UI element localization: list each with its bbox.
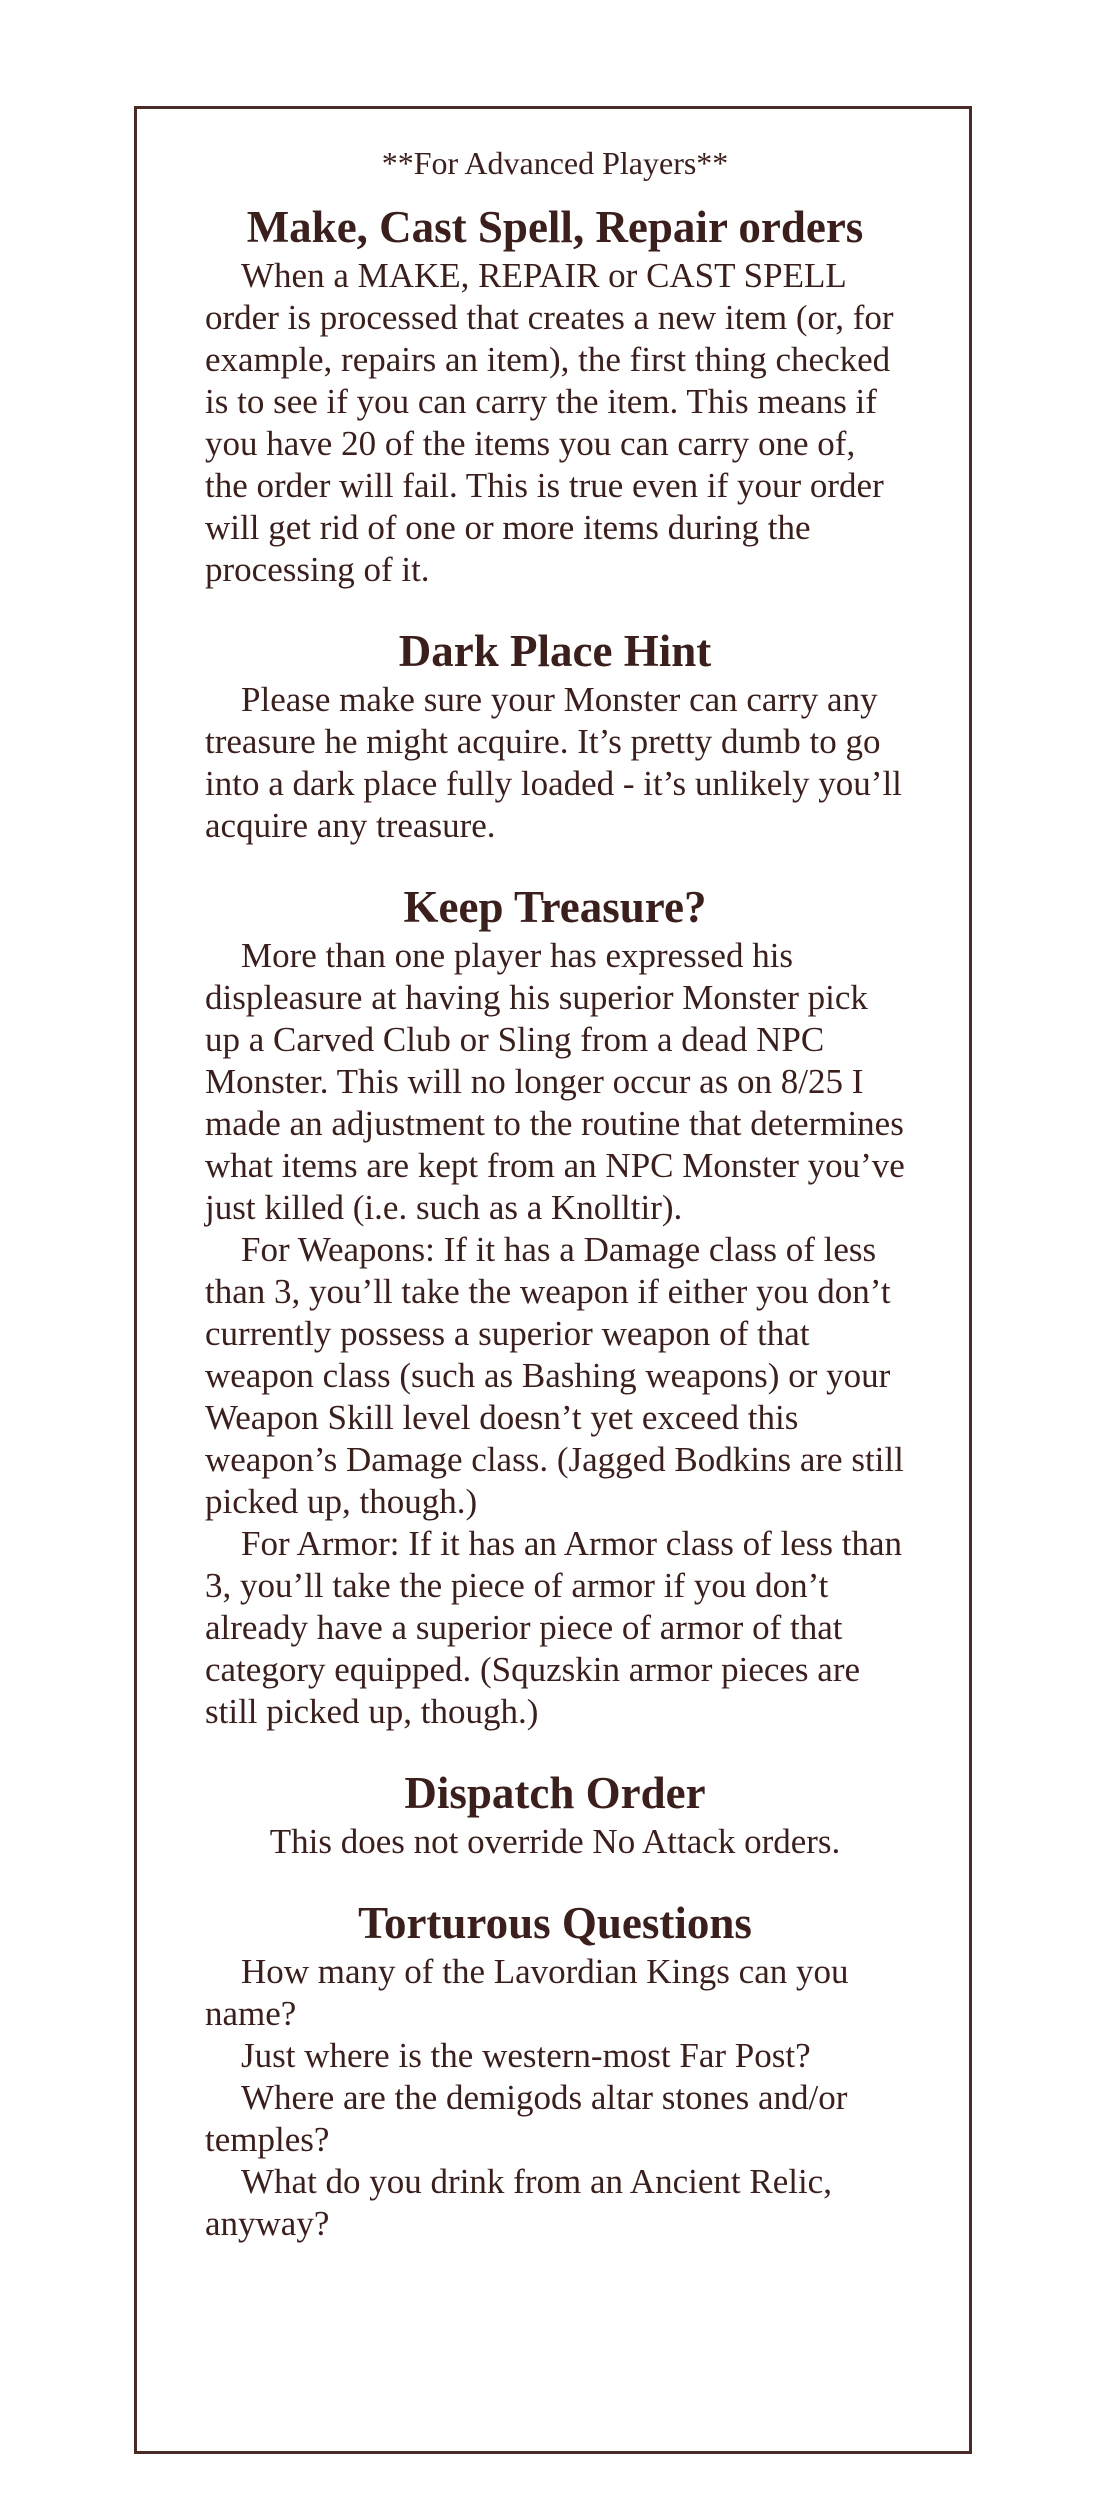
section-paragraph: Please make sure your Monster can carry any treasure he might acquire. It’s pretty dumb to go into a dark place fully loaded - it’s unlikely you’ll acquire any treasure.	[205, 680, 902, 845]
section-title: Dark Place Hint	[398, 626, 712, 676]
section-title: Torturous Questions	[358, 1898, 752, 1948]
section-keep-treasure	[205, 881, 905, 1733]
section-title: Keep Treasure?	[403, 882, 707, 932]
section-paragraph: When a MAKE, REPAIR or CAST SPELL order is processed that creates a new item (or, for example, repairs an item), the first thing checked is to see if you can carry the item. This means if you have 20 of the items you can carry one of, the order will fail. This is true even if your order will get rid of one or more items during the processing of it.	[205, 256, 894, 589]
section-dark-place-hint	[205, 625, 905, 847]
question-item: Just where is the western-most Far Post?	[241, 2036, 811, 2075]
banner-advanced-players: **For Advanced Players**	[381, 145, 729, 181]
section-make-cast-repair	[205, 201, 905, 591]
page-content	[205, 143, 905, 2245]
section-title: Make, Cast Spell, Repair orders	[246, 202, 864, 252]
section-paragraph: More than one player has expressed his displeasure at having his superior Monster pick up a Carved Club or Sling from a dead NPC Monster. This will no longer occur as on 8/25 I made an adjustment to the routine that determines what items are kept from an NPC Monster you’ve just killed (i.e. such as a Knolltir).	[205, 936, 905, 1227]
section-dispatch-order	[205, 1767, 905, 1863]
question-item: How many of the Lavordian Kings can you name?	[205, 1952, 849, 2033]
section-paragraph: For Weapons: If it has a Damage class of less than 3, you’ll take the weapon if either you don’t currently possess a superior weapon of that weapon class (such as Bashing weapons) or your Weapon Skill level doesn’t yet exceed this weapon’s Damage class. (Jagged Bodkins are still picked up, though.)	[205, 1230, 904, 1521]
question-item: Where are the demigods altar stones and/or temples?	[205, 2078, 848, 2159]
section-paragraph: For Armor: If it has an Armor class of less than 3, you’ll take the piece of armor if you don’t already have a superior piece of armor of that category equipped. (Squzskin armor pieces are still picked up, though.)	[205, 1524, 903, 1731]
section-title: Dispatch Order	[404, 1768, 706, 1818]
section-paragraph: This does not override No Attack orders.	[269, 1822, 841, 1861]
question-item: What do you drink from an Ancient Relic, anyway?	[205, 2162, 832, 2243]
page-border	[134, 106, 972, 2454]
section-torturous-questions	[205, 1897, 905, 2245]
